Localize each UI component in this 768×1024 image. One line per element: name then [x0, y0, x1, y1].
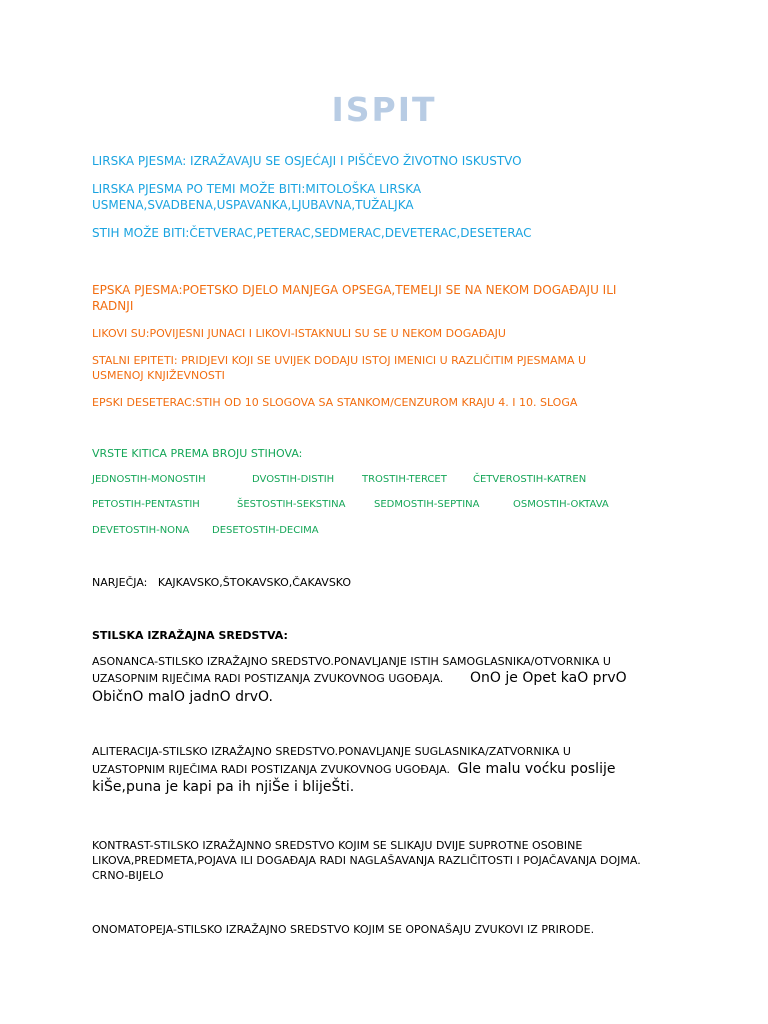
asonanca-example-1: OnO je Opet kaO prvO [470, 670, 627, 686]
kontrast-line3: CRNO-BIJELO [92, 869, 164, 882]
aliteracija-line1: ALITERACIJA-STILSKO IZRAŽAJNO SREDSTVO.PONAVLJANJE SUGLASNIKA/ZATVORNIKA U [92, 745, 571, 758]
epska-definition-line2: RADNJI [92, 299, 134, 313]
asonanca-text: UZASOPNIM RIJEČIMA RADI POSTIZANJA ZVUKOVNOG UGOĐAJA. [92, 672, 444, 685]
kitica-item: DVOSTIH-DISTIH [252, 474, 335, 485]
onomatopeja-line: ONOMATOPEJA-STILSKO IZRAŽAJNO SREDSTVO KOJIM SE OPONAŠAJU ZVUKOVI IZ PRIRODE. [92, 923, 595, 936]
asonanca-example-2: ObičnO malO jadnO drvO. [92, 689, 273, 705]
kitica-item: JEDNOSTIH-MONOSTIH [92, 474, 206, 485]
kitica-item: ŠESTOSTIH-SEKSTINA [237, 499, 346, 510]
kitica-item: ČETVEROSTIH-KATREN [473, 474, 587, 485]
kitica-item: OSMOSTIH-OKTAVA [513, 499, 609, 510]
asonanca-line2 [92, 670, 712, 687]
lirska-definition: LIRSKA PJESMA: IZRAŽAVAJU SE OSJEĆAJI I PIŠČEVO ŽIVOTNO ISKUSTVO [92, 154, 522, 168]
kontrast-line2: LIKOVA,PREDMETA,POJAVA ILI DOGAĐAJA RADI NAGLAŠAVANJA RAZLIČITOSTI I POJAČAVANJA DOJMA. [92, 854, 641, 867]
stilska-heading: STILSKA IZRAŽAJNA SREDSTVA: [92, 629, 288, 642]
epska-deseterac: EPSKI DESETERAC:STIH OD 10 SLOGOVA SA STANKOM/CENZUROM KRAJU 4. I 10. SLOGA [92, 396, 578, 409]
epska-definition-line1: EPSKA PJESMA:POETSKO DJELO MANJEGA OPSEGA,TEMELJI SE NA NEKOM DOGAĐAJU ILI [92, 283, 617, 297]
kontrast-line1: KONTRAST-STILSKO IZRAŽAJNNO SREDSTVO KOJIM SE SLIKAJU DVIJE SUPROTNE OSOBINE [92, 839, 583, 852]
kitica-item: PETOSTIH-PENTASTIH [92, 499, 200, 510]
asonanca-line1: ASONANCA-STILSKO IZRAŽAJNO SREDSTVO.PONAVLJANJE ISTIH SAMOGLASNIKA/OTVORNIKA U [92, 655, 611, 668]
kitica-item: SEDMOSTIH-SEPTINA [374, 499, 480, 510]
lirska-tema-line2: USMENA,SVADBENA,USPAVANKA,LJUBAVNA,TUŽALJKA [92, 198, 414, 212]
aliteracija-example-2: kiŠe,puna je kapi pa ih njiŠe i blijeŠti. [92, 779, 355, 795]
aliteracija-example-1: Gle malu voćku poslije [457, 761, 616, 777]
aliteracija-text: UZASTOPNIM RIJEČIMA RADI POSTIZANJA ZVUKOVNOG UGOĐAJA. [92, 763, 451, 776]
narjecja-line [92, 575, 692, 591]
kitica-item: DEVETOSTIH-NONA [92, 525, 190, 536]
lirska-tema-line1: LIRSKA PJESMA PO TEMI MOŽE BITI:MITOLOŠKA LIRSKA [92, 182, 422, 196]
epska-likovi: LIKOVI SU:POVIJESNI JUNACI I LIKOVI-ISTAKNULI SU SE U NEKOM DOGAĐAJU [92, 327, 506, 340]
kitica-item: DESETOSTIH-DECIMA [212, 525, 319, 536]
aliteracija-line2 [92, 761, 712, 778]
page-title: ISPIT [331, 90, 437, 129]
lirska-stih: STIH MOŽE BITI:ČETVERAC,PETERAC,SEDMERAC,DEVETERAC,DESETERAC [92, 226, 532, 240]
kitica-item: TROSTIH-TERCET [362, 474, 447, 485]
kitice-heading: VRSTE KITICA PREMA BROJU STIHOVA: [92, 447, 303, 460]
narjecja-value: KAJKAVSKO,ŠTOKAVSKO,ČAKAVSKO [157, 576, 352, 589]
epska-epiteti-line2: USMENOJ KNJIŽEVNOSTI [92, 369, 225, 382]
epska-epiteti-line1: STALNI EPITETI: PRIDJEVI KOJI SE UVIJEK DODAJU ISTOJ IMENICI U RAZLIČITIM PJESMAMA U [92, 354, 587, 367]
narjecja-label: NARJEČJA: [92, 576, 148, 589]
